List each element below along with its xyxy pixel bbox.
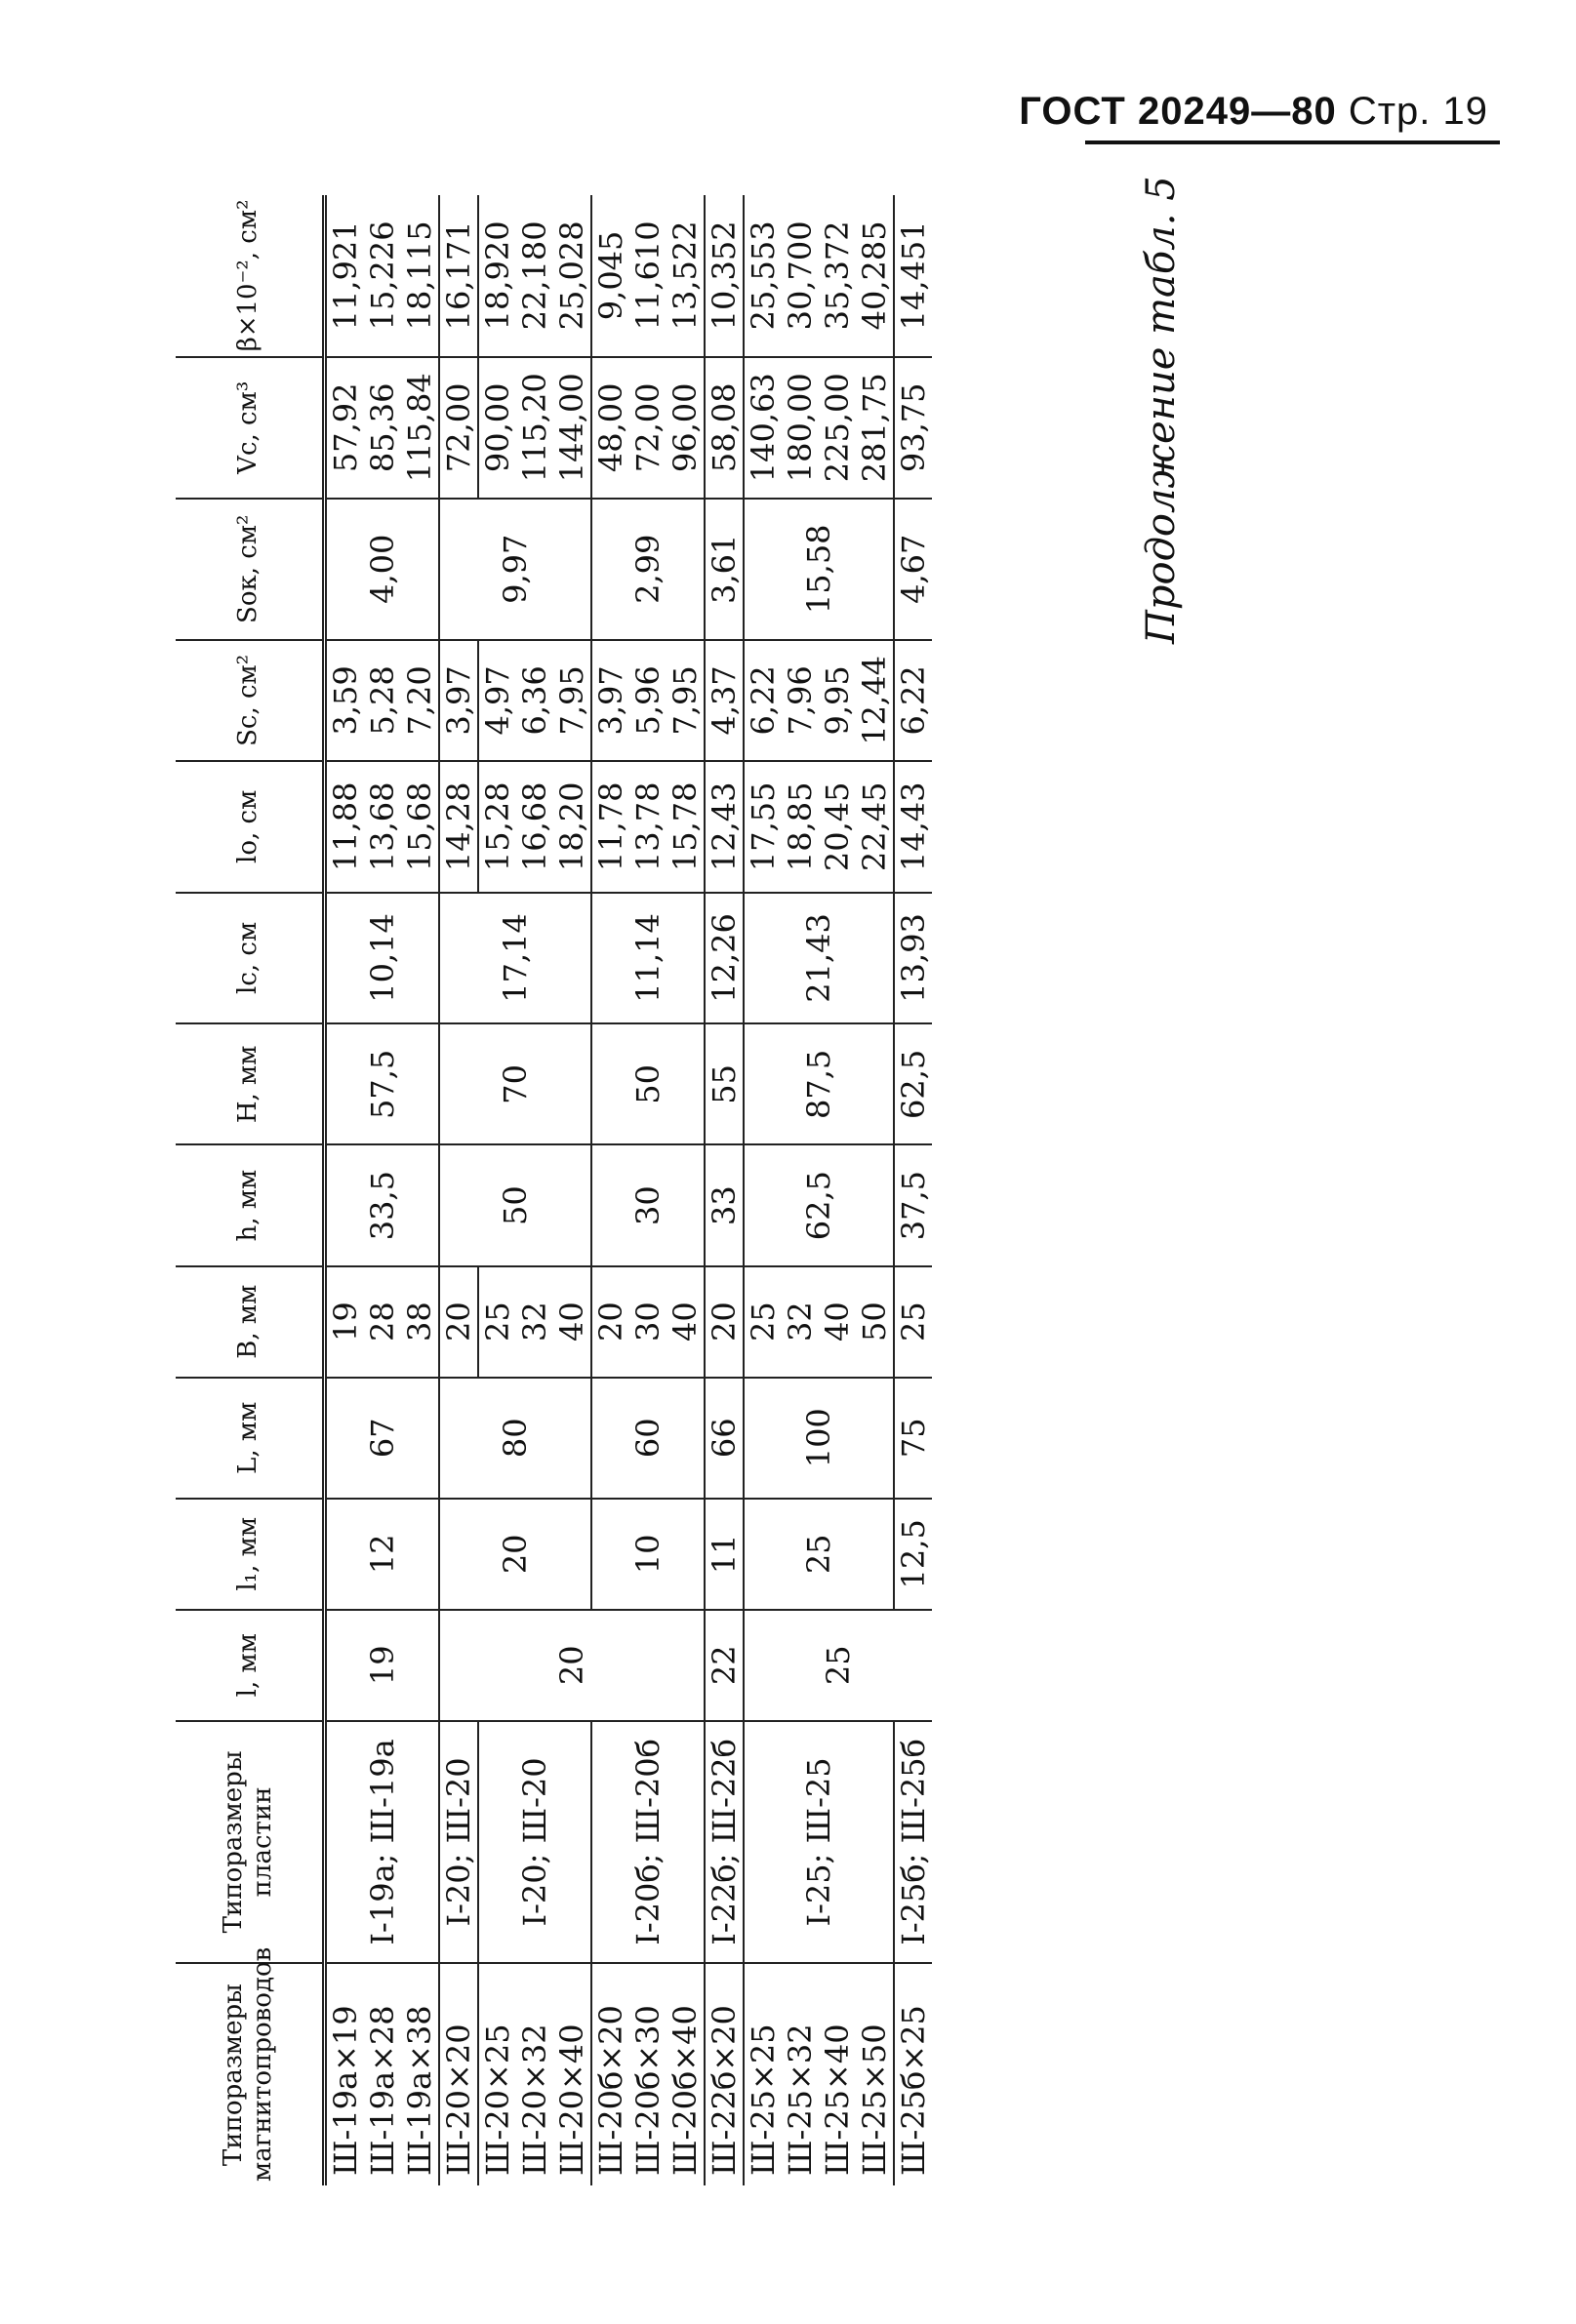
cell-H: 87,5 bbox=[744, 1023, 894, 1144]
col-header-Sok: Sок, см² bbox=[176, 499, 325, 640]
cell-beta: 22,180 bbox=[516, 195, 553, 357]
cell-B: 30 bbox=[629, 1266, 667, 1378]
cell-B: 25 bbox=[894, 1266, 932, 1378]
table-row bbox=[591, 195, 629, 2185]
cell-H: 62,5 bbox=[894, 1023, 932, 1144]
cell-beta: 11,921 bbox=[325, 195, 365, 357]
cell-Vc: 90,00 bbox=[478, 357, 516, 499]
cell-beta: 25,028 bbox=[553, 195, 591, 357]
cell-l: 20 bbox=[439, 1610, 705, 1721]
cell-lo: 18,85 bbox=[782, 761, 819, 893]
cell-lo: 13,68 bbox=[364, 761, 401, 893]
cell-lo: 18,20 bbox=[553, 761, 591, 893]
cell-Vc: 225,00 bbox=[819, 357, 856, 499]
table-row bbox=[705, 195, 744, 2185]
cell-Vc: 115,84 bbox=[401, 357, 439, 499]
cell-B: 19 bbox=[325, 1266, 365, 1378]
cell-lc: 17,14 bbox=[439, 893, 591, 1024]
cell-mag: Ш-25б×25 bbox=[894, 1963, 932, 2185]
cell-beta: 25,553 bbox=[744, 195, 782, 357]
document-number: ГОСТ 20249—80 bbox=[1019, 90, 1337, 133]
cell-mag: Ш-22б×20 bbox=[705, 1963, 744, 2185]
cell-h: 30 bbox=[591, 1144, 705, 1265]
table-row bbox=[894, 195, 932, 2185]
cell-Vc: 180,00 bbox=[782, 357, 819, 499]
cell-lo: 15,68 bbox=[401, 761, 439, 893]
cell-Sc: 9,95 bbox=[819, 640, 856, 761]
cell-Vc: 96,00 bbox=[667, 357, 705, 499]
cell-plate: I-19а; Ш-19а bbox=[325, 1721, 440, 1964]
cell-h: 33 bbox=[705, 1144, 744, 1265]
cell-L: 75 bbox=[894, 1378, 932, 1499]
col-header-beta: β×10⁻², см² bbox=[176, 195, 325, 357]
cell-l1: 25 bbox=[744, 1499, 894, 1610]
col-header-mag: Типоразмеры магнитопроводов bbox=[176, 1963, 325, 2185]
cell-l1: 12 bbox=[325, 1499, 440, 1610]
col-header-h: h, мм bbox=[176, 1144, 325, 1265]
cell-mag: Ш-25×32 bbox=[782, 1963, 819, 2185]
data-table bbox=[176, 195, 932, 2185]
cell-lc: 12,26 bbox=[705, 893, 744, 1024]
cell-lo: 16,68 bbox=[516, 761, 553, 893]
cell-lo: 12,43 bbox=[705, 761, 744, 893]
cell-B: 50 bbox=[856, 1266, 894, 1378]
cell-mag: Ш-20×20 bbox=[439, 1963, 478, 2185]
cell-l1: 20 bbox=[439, 1499, 591, 1610]
cell-lo: 11,78 bbox=[591, 761, 629, 893]
col-header-lo: lо, см bbox=[176, 761, 325, 893]
cell-B: 20 bbox=[591, 1266, 629, 1378]
cell-Sok: 3,61 bbox=[705, 499, 744, 640]
table-row bbox=[439, 195, 478, 2185]
cell-mag: Ш-20б×30 bbox=[629, 1963, 667, 2185]
header-rule bbox=[1085, 140, 1500, 144]
cell-h: 33,5 bbox=[325, 1144, 440, 1265]
cell-Sc: 7,96 bbox=[782, 640, 819, 761]
cell-Sok: 15,58 bbox=[744, 499, 894, 640]
cell-B: 40 bbox=[667, 1266, 705, 1378]
cell-l1: 11 bbox=[705, 1499, 744, 1610]
cell-Sc: 3,97 bbox=[591, 640, 629, 761]
cell-mag: Ш-20×40 bbox=[553, 1963, 591, 2185]
cell-mag: Ш-25×40 bbox=[819, 1963, 856, 2185]
cell-mag: Ш-20б×20 bbox=[591, 1963, 629, 2185]
cell-beta: 35,372 bbox=[819, 195, 856, 357]
cell-B: 32 bbox=[782, 1266, 819, 1378]
col-header-Vc: Vс, см³ bbox=[176, 357, 325, 499]
cell-lo: 15,28 bbox=[478, 761, 516, 893]
cell-L: 67 bbox=[325, 1378, 440, 1499]
cell-l1: 12,5 bbox=[894, 1499, 932, 1610]
table-row bbox=[325, 195, 365, 2185]
page-number: Стр. 19 bbox=[1348, 90, 1488, 133]
cell-lc: 10,14 bbox=[325, 893, 440, 1024]
cell-h: 62,5 bbox=[744, 1144, 894, 1265]
cell-beta: 9,045 bbox=[591, 195, 629, 357]
cell-lo: 14,28 bbox=[439, 761, 478, 893]
cell-lo: 14,43 bbox=[894, 761, 932, 893]
cell-mag: Ш-19а×38 bbox=[401, 1963, 439, 2185]
table-row bbox=[744, 195, 782, 2185]
cell-Sc: 7,95 bbox=[667, 640, 705, 761]
cell-L: 66 bbox=[705, 1378, 744, 1499]
col-header-B: B, мм bbox=[176, 1266, 325, 1378]
cell-plate: I-25б; Ш-25б bbox=[894, 1721, 932, 1964]
col-header-L: L, мм bbox=[176, 1378, 325, 1499]
cell-Sc: 6,22 bbox=[744, 640, 782, 761]
cell-mag: Ш-19а×28 bbox=[364, 1963, 401, 2185]
col-header-l: l, мм bbox=[176, 1610, 325, 1721]
col-header-Sc: Sс, см² bbox=[176, 640, 325, 761]
cell-Sc: 5,28 bbox=[364, 640, 401, 761]
cell-B: 20 bbox=[705, 1266, 744, 1378]
cell-B: 25 bbox=[478, 1266, 516, 1378]
cell-plate: I-25; Ш-25 bbox=[744, 1721, 894, 1964]
cell-B: 25 bbox=[744, 1266, 782, 1378]
cell-h: 50 bbox=[439, 1144, 591, 1265]
cell-beta: 13,522 bbox=[667, 195, 705, 357]
cell-B: 32 bbox=[516, 1266, 553, 1378]
cell-l: 25 bbox=[744, 1610, 932, 1721]
cell-Sok: 9,97 bbox=[439, 499, 591, 640]
cell-mag: Ш-19а×19 bbox=[325, 1963, 365, 2185]
cell-Sc: 4,97 bbox=[478, 640, 516, 761]
cell-lc: 13,93 bbox=[894, 893, 932, 1024]
cell-L: 60 bbox=[591, 1378, 705, 1499]
cell-H: 70 bbox=[439, 1023, 591, 1144]
cell-beta: 18,115 bbox=[401, 195, 439, 357]
cell-lc: 21,43 bbox=[744, 893, 894, 1024]
cell-beta: 14,451 bbox=[894, 195, 932, 357]
page-header bbox=[1019, 90, 1488, 134]
cell-Vc: 72,00 bbox=[629, 357, 667, 499]
cell-Vc: 58,08 bbox=[705, 357, 744, 499]
cell-lo: 15,78 bbox=[667, 761, 705, 893]
cell-Sc: 3,97 bbox=[439, 640, 478, 761]
cell-beta: 15,226 bbox=[364, 195, 401, 357]
cell-B: 40 bbox=[553, 1266, 591, 1378]
cell-Sc: 7,95 bbox=[553, 640, 591, 761]
cell-plate: I-20; Ш-20 bbox=[439, 1721, 478, 1964]
cell-mag: Ш-20×32 bbox=[516, 1963, 553, 2185]
col-header-plate: Типоразмеры пластин bbox=[176, 1721, 325, 1964]
cell-L: 100 bbox=[744, 1378, 894, 1499]
cell-Sc: 4,37 bbox=[705, 640, 744, 761]
cell-Vc: 72,00 bbox=[439, 357, 478, 499]
cell-Sok: 4,00 bbox=[325, 499, 440, 640]
cell-l: 22 bbox=[705, 1610, 744, 1721]
cell-B: 38 bbox=[401, 1266, 439, 1378]
col-header-l1: l₁, мм bbox=[176, 1499, 325, 1610]
cell-Vc: 281,75 bbox=[856, 357, 894, 499]
cell-Sc: 3,59 bbox=[325, 640, 365, 761]
cell-lo: 11,88 bbox=[325, 761, 365, 893]
col-header-H: H, мм bbox=[176, 1023, 325, 1144]
table-header-row bbox=[176, 195, 325, 2185]
cell-Sok: 2,99 bbox=[591, 499, 705, 640]
cell-beta: 30,700 bbox=[782, 195, 819, 357]
cell-Vc: 140,63 bbox=[744, 357, 782, 499]
cell-Sc: 6,36 bbox=[516, 640, 553, 761]
cell-B: 28 bbox=[364, 1266, 401, 1378]
cell-plate: I-20; Ш-20 bbox=[478, 1721, 591, 1964]
cell-plate: I-20б; Ш-20б bbox=[591, 1721, 705, 1964]
cell-lo: 22,45 bbox=[856, 761, 894, 893]
cell-beta: 18,920 bbox=[478, 195, 516, 357]
cell-H: 50 bbox=[591, 1023, 705, 1144]
cell-Sc: 6,22 bbox=[894, 640, 932, 761]
cell-H: 57,5 bbox=[325, 1023, 440, 1144]
cell-mag: Ш-20б×40 bbox=[667, 1963, 705, 2185]
col-header-lc: lс, см bbox=[176, 893, 325, 1024]
cell-Vc: 48,00 bbox=[591, 357, 629, 499]
cell-H: 55 bbox=[705, 1023, 744, 1144]
cell-Vc: 57,92 bbox=[325, 357, 365, 499]
cell-lo: 13,78 bbox=[629, 761, 667, 893]
table-caption: Продолжение табл. 5 bbox=[1139, 176, 1184, 644]
cell-l1: 10 bbox=[591, 1499, 705, 1610]
cell-beta: 40,285 bbox=[856, 195, 894, 357]
cell-beta: 10,352 bbox=[705, 195, 744, 357]
cell-B: 20 bbox=[439, 1266, 478, 1378]
cell-Vc: 85,36 bbox=[364, 357, 401, 499]
cell-Vc: 144,00 bbox=[553, 357, 591, 499]
cell-lc: 11,14 bbox=[591, 893, 705, 1024]
cell-lo: 20,45 bbox=[819, 761, 856, 893]
cell-Sok: 4,67 bbox=[894, 499, 932, 640]
cell-h: 37,5 bbox=[894, 1144, 932, 1265]
cell-Sc: 7,20 bbox=[401, 640, 439, 761]
cell-Vc: 115,20 bbox=[516, 357, 553, 499]
cell-lo: 17,55 bbox=[744, 761, 782, 893]
cell-B: 40 bbox=[819, 1266, 856, 1378]
cell-beta: 16,171 bbox=[439, 195, 478, 357]
cell-Vc: 93,75 bbox=[894, 357, 932, 499]
cell-Sc: 12,44 bbox=[856, 640, 894, 761]
cell-mag: Ш-20×25 bbox=[478, 1963, 516, 2185]
cell-l: 19 bbox=[325, 1610, 440, 1721]
cell-mag: Ш-25×25 bbox=[744, 1963, 782, 2185]
cell-beta: 11,610 bbox=[629, 195, 667, 357]
cell-L: 80 bbox=[439, 1378, 591, 1499]
cell-plate: I-22б; Ш-22б bbox=[705, 1721, 744, 1964]
cell-mag: Ш-25×50 bbox=[856, 1963, 894, 2185]
rotated-table-wrapper bbox=[176, 176, 1425, 2185]
cell-Sc: 5,96 bbox=[629, 640, 667, 761]
